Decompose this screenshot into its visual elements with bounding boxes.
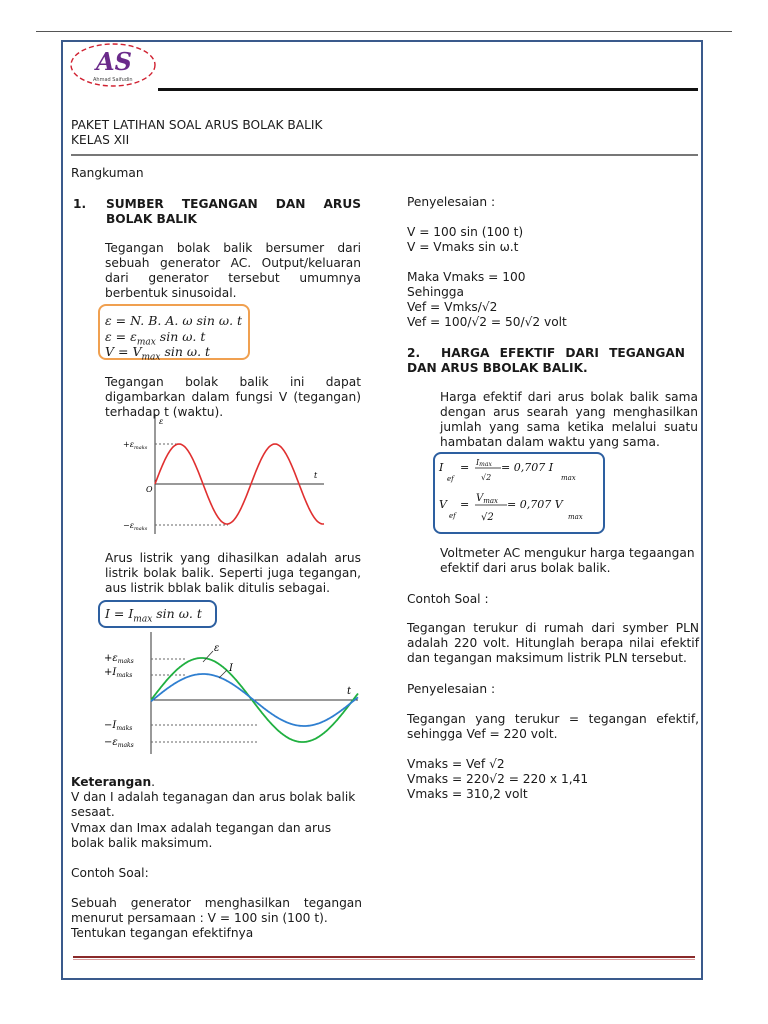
logo-emblem <box>69 42 157 88</box>
solution1-line2: V = Vmaks sin ω.t <box>407 240 519 254</box>
graph1-axis-label: ε <box>159 417 164 426</box>
section1-paragraph3: Arus listrik yang dihasilkan adalah arus listrik bolak balik. Seperti juga tegangan, aus listrik bblak balik ditulis sebagai. <box>105 551 361 595</box>
equation-emf: ε = N. B. A. ω sin ω. t <box>105 313 243 328</box>
f1-equals: = <box>460 461 470 474</box>
note-line2: Vmax dan Imax adalah tegangan dan arus bolak balik maksimum. <box>71 821 332 850</box>
solution1-line4: Sehingga <box>407 285 465 299</box>
solution2-line2: Vmaks = 220√2 = 220 x 1,41 <box>407 772 589 786</box>
solution1-label: Penyelesaian : <box>407 195 496 209</box>
f2-rhs-sub: max <box>568 513 583 521</box>
graph2-i-bottom-label: $-I_{maks}$ <box>104 720 133 732</box>
document-title: PAKET LATIHAN SOAL ARUS BOLAK BALIK <box>71 118 323 132</box>
example1-label: Contoh Soal: <box>71 866 149 880</box>
example2-label: Contoh Soal : <box>407 592 489 606</box>
f2-numerator: $V_{max}$ <box>476 493 498 505</box>
voltmeter-text: Voltmeter AC mengukur harga tegaangan efektif dari arus bolak balik. <box>440 546 695 575</box>
solution1-line3: Maka Vmaks = 100 <box>407 270 526 284</box>
header-rule <box>158 88 698 91</box>
equation-emf-max: $\varepsilon = \varepsilon_{max}$ sin ω. t <box>105 329 206 348</box>
voltage-sine-graph <box>118 412 328 536</box>
f1-numerator: Imax <box>476 458 492 468</box>
section2-paragraph: Harga efektif dari arus bolak balik sama dengan arus searah yang menghasilkan jumlah yang sama ketika melalui suatu hambatan dalam waktu yang sama. <box>440 390 698 449</box>
section1-paragraph1: Tegangan bolak balik bersumer dari sebuah generator AC. Output/keluaran dari generator tersebut umumnya berbentuk sinusoidal. <box>105 241 361 300</box>
example2-text: Tegangan terukur di rumah dari symber PLN adalah 220 volt. Hitunglah berapa nilai efektif dan tegangan maksimum listrik PLN tersebut. <box>407 621 699 665</box>
f1-rhs-sub: max <box>561 474 576 482</box>
solution2-line1: Vmaks = Vef √2 <box>407 757 505 771</box>
f1-lhs: I <box>439 461 444 474</box>
graph1-ytop-label: $+\varepsilon_{maks}$ <box>123 440 148 451</box>
f2-rhs: = 0,707 V <box>507 498 563 511</box>
solution2-line3: Vmaks = 310,2 volt <box>407 787 528 801</box>
top-divider <box>36 31 732 32</box>
graph1-ybottom-label: $-\varepsilon_{maks}$ <box>123 521 148 532</box>
equation-voltage: $V = V_{max}$ sin ω. t <box>105 344 211 363</box>
document-class: KELAS XII <box>71 133 130 147</box>
example1-question: Tentukan tegangan efektifnya <box>71 926 254 940</box>
solution2-label: Penyelesaian : <box>407 682 496 696</box>
footer-rule <box>73 956 695 958</box>
summary-label: Rangkuman <box>71 166 144 180</box>
f2-lhs-sub: ef <box>449 512 456 520</box>
section1-heading-line2: BOLAK BALIK <box>106 212 198 226</box>
solution1-line1: V = 100 sin (100 t) <box>407 225 524 239</box>
solution2-text: Tegangan yang terukur = tegangan efektif, sehingga Vef = 220 volt. <box>407 712 699 741</box>
footer-rule-shadow <box>73 959 695 960</box>
voltage-current-graph <box>103 630 363 760</box>
section2-number: 2. <box>407 346 421 360</box>
f2-lhs: V <box>439 498 447 511</box>
f1-denominator: √2 <box>481 473 492 482</box>
solution1-line5: Vef = Vmks/√2 <box>407 300 498 314</box>
graph1-t-label: t <box>314 471 318 480</box>
graph1-origin-label: O <box>146 485 153 494</box>
graph2-eps-bottom-label: $-\varepsilon_{maks}$ <box>104 737 134 749</box>
section2-heading-line2: DAN ARUS BBOLAK BALIK. <box>407 361 588 375</box>
f2-equals: = <box>460 498 470 511</box>
effective-formulas <box>437 454 599 528</box>
f2-denominator: √2 <box>481 512 494 523</box>
solution1-line6: Vef = 100/√2 = 50/√2 volt <box>407 315 567 329</box>
title-rule <box>71 154 698 156</box>
section1-heading-line1: SUMBER TEGANGAN DAN ARUS <box>106 197 361 211</box>
example1-text: Sebuah generator menghasilkan tegangan menurut persamaan : V = 100 sin (100 t). <box>71 896 362 925</box>
f1-rhs: = 0,707 I <box>501 461 554 474</box>
section1-paragraph2: Tegangan bolak balik ini dapat digambarkan dalam fungsi V (tegangan) terhadap t (waktu). <box>105 375 361 419</box>
logo-subtitle: Ahmad Saifudin <box>93 77 133 83</box>
f1-lhs-sub: ef <box>447 475 454 483</box>
graph2-t-label: t <box>347 686 352 697</box>
graph2-i-top-label: $+I_{maks}$ <box>104 667 133 679</box>
equation-current: $I = I_{max}$ sin ω. t <box>105 606 202 625</box>
section2-heading-line1: HARGA EFEKTIF DARI TEGANGAN <box>441 346 685 360</box>
logo-initials: AS <box>96 47 132 76</box>
graph2-eps-top-label: $+\varepsilon_{maks}$ <box>104 653 134 665</box>
document-page <box>61 40 703 980</box>
section1-number: 1. <box>73 197 87 211</box>
graph2-eps-label: ε <box>214 643 220 654</box>
graph2-i-label: I <box>229 663 233 674</box>
note-line1: V dan I adalah teganagan dan arus bolak balik sesaat. <box>71 790 356 819</box>
logo <box>69 42 157 88</box>
note-heading: Keterangan. <box>71 775 155 789</box>
